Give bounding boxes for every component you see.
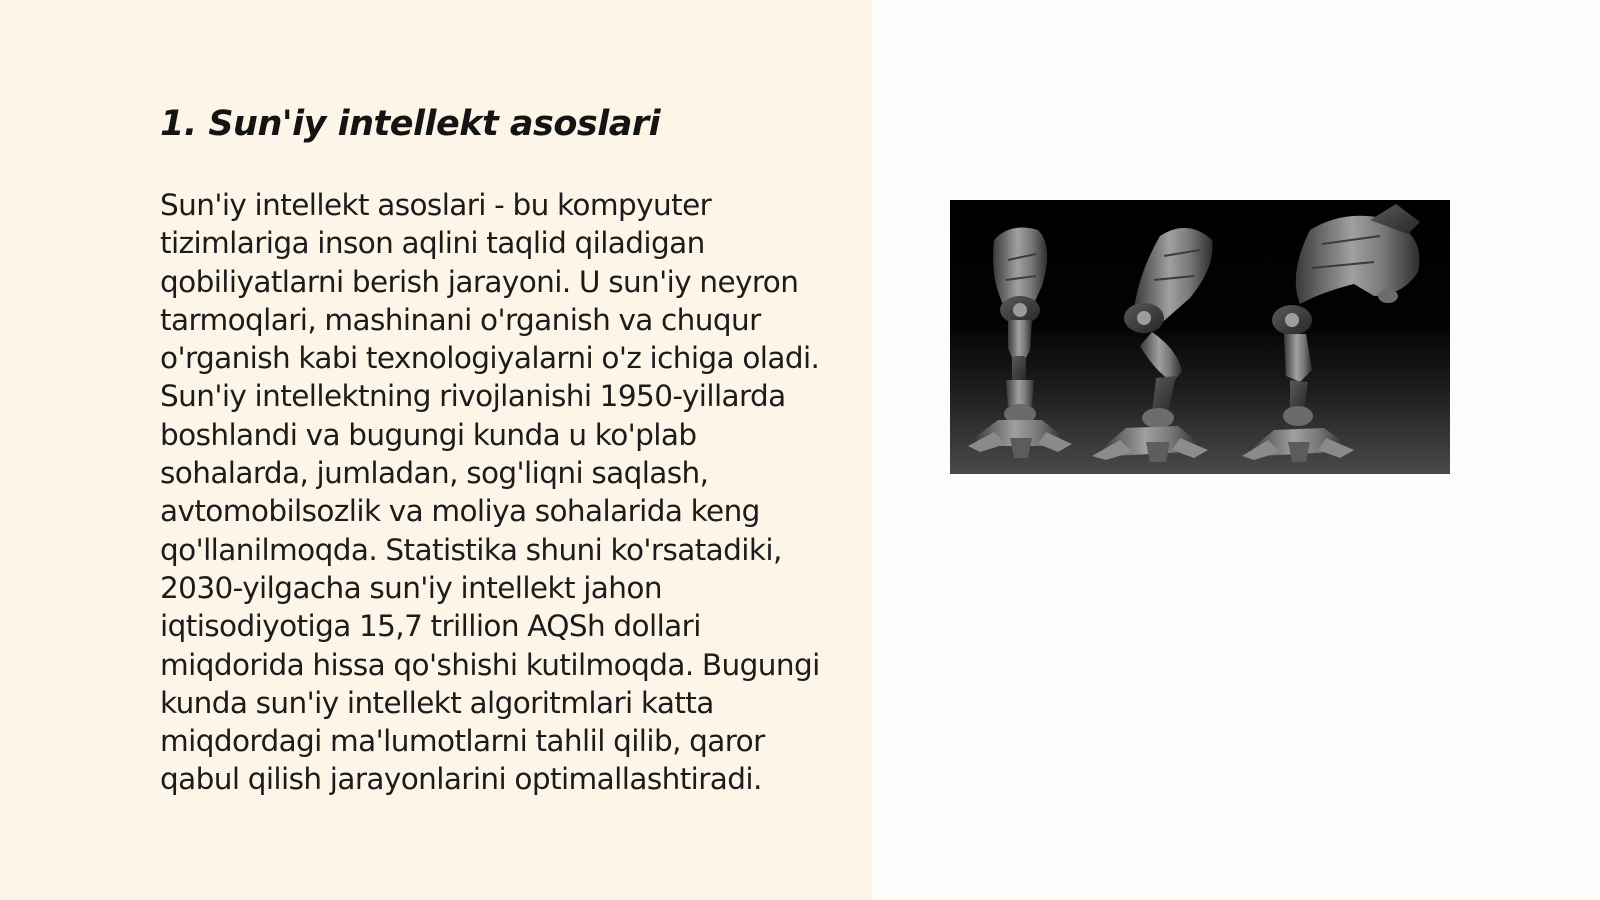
slide-title: 1. Sun'iy intellekt asoslari (160, 104, 661, 144)
robot-legs-image (950, 200, 1450, 474)
robot-leg-1 (968, 228, 1072, 458)
robot-leg-3 (1242, 204, 1420, 462)
robot-leg-2 (1092, 228, 1213, 462)
slide-body-text: Sun'iy intellekt asoslari - bu kompyuter tizimlariga inson aqlini taqlid qiladigan qobiliyatlarni berish jarayoni. U sun'iy neyron tarmoqlari, mashinani o'rganish va chuqur o'rganish kabi texnologiyalarni o'z ichiga oladi. Sun'iy intellektning rivojlanishi 1950-yillarda boshlandi va bugungi kunda u ko'plab sohalarda, jumladan, sog'liqni saqlash, avtomobilsozlik va moliya sohalarida keng qo'llanilmoqda. Statistika shuni ko'rsatadiki, 2030-yilgacha sun'iy intellekt jahon iqtisodiyotiga 15,7 trillion AQSh dollari miqdorida hissa qo'shishi kutilmoqda. Bugungi kunda sun'iy intellekt algoritmlari katta miqdordagi ma'lumotlarni tahlil qilib, qaror qabul qilish jarayonlarini optimallashtiradi. (160, 188, 820, 797)
